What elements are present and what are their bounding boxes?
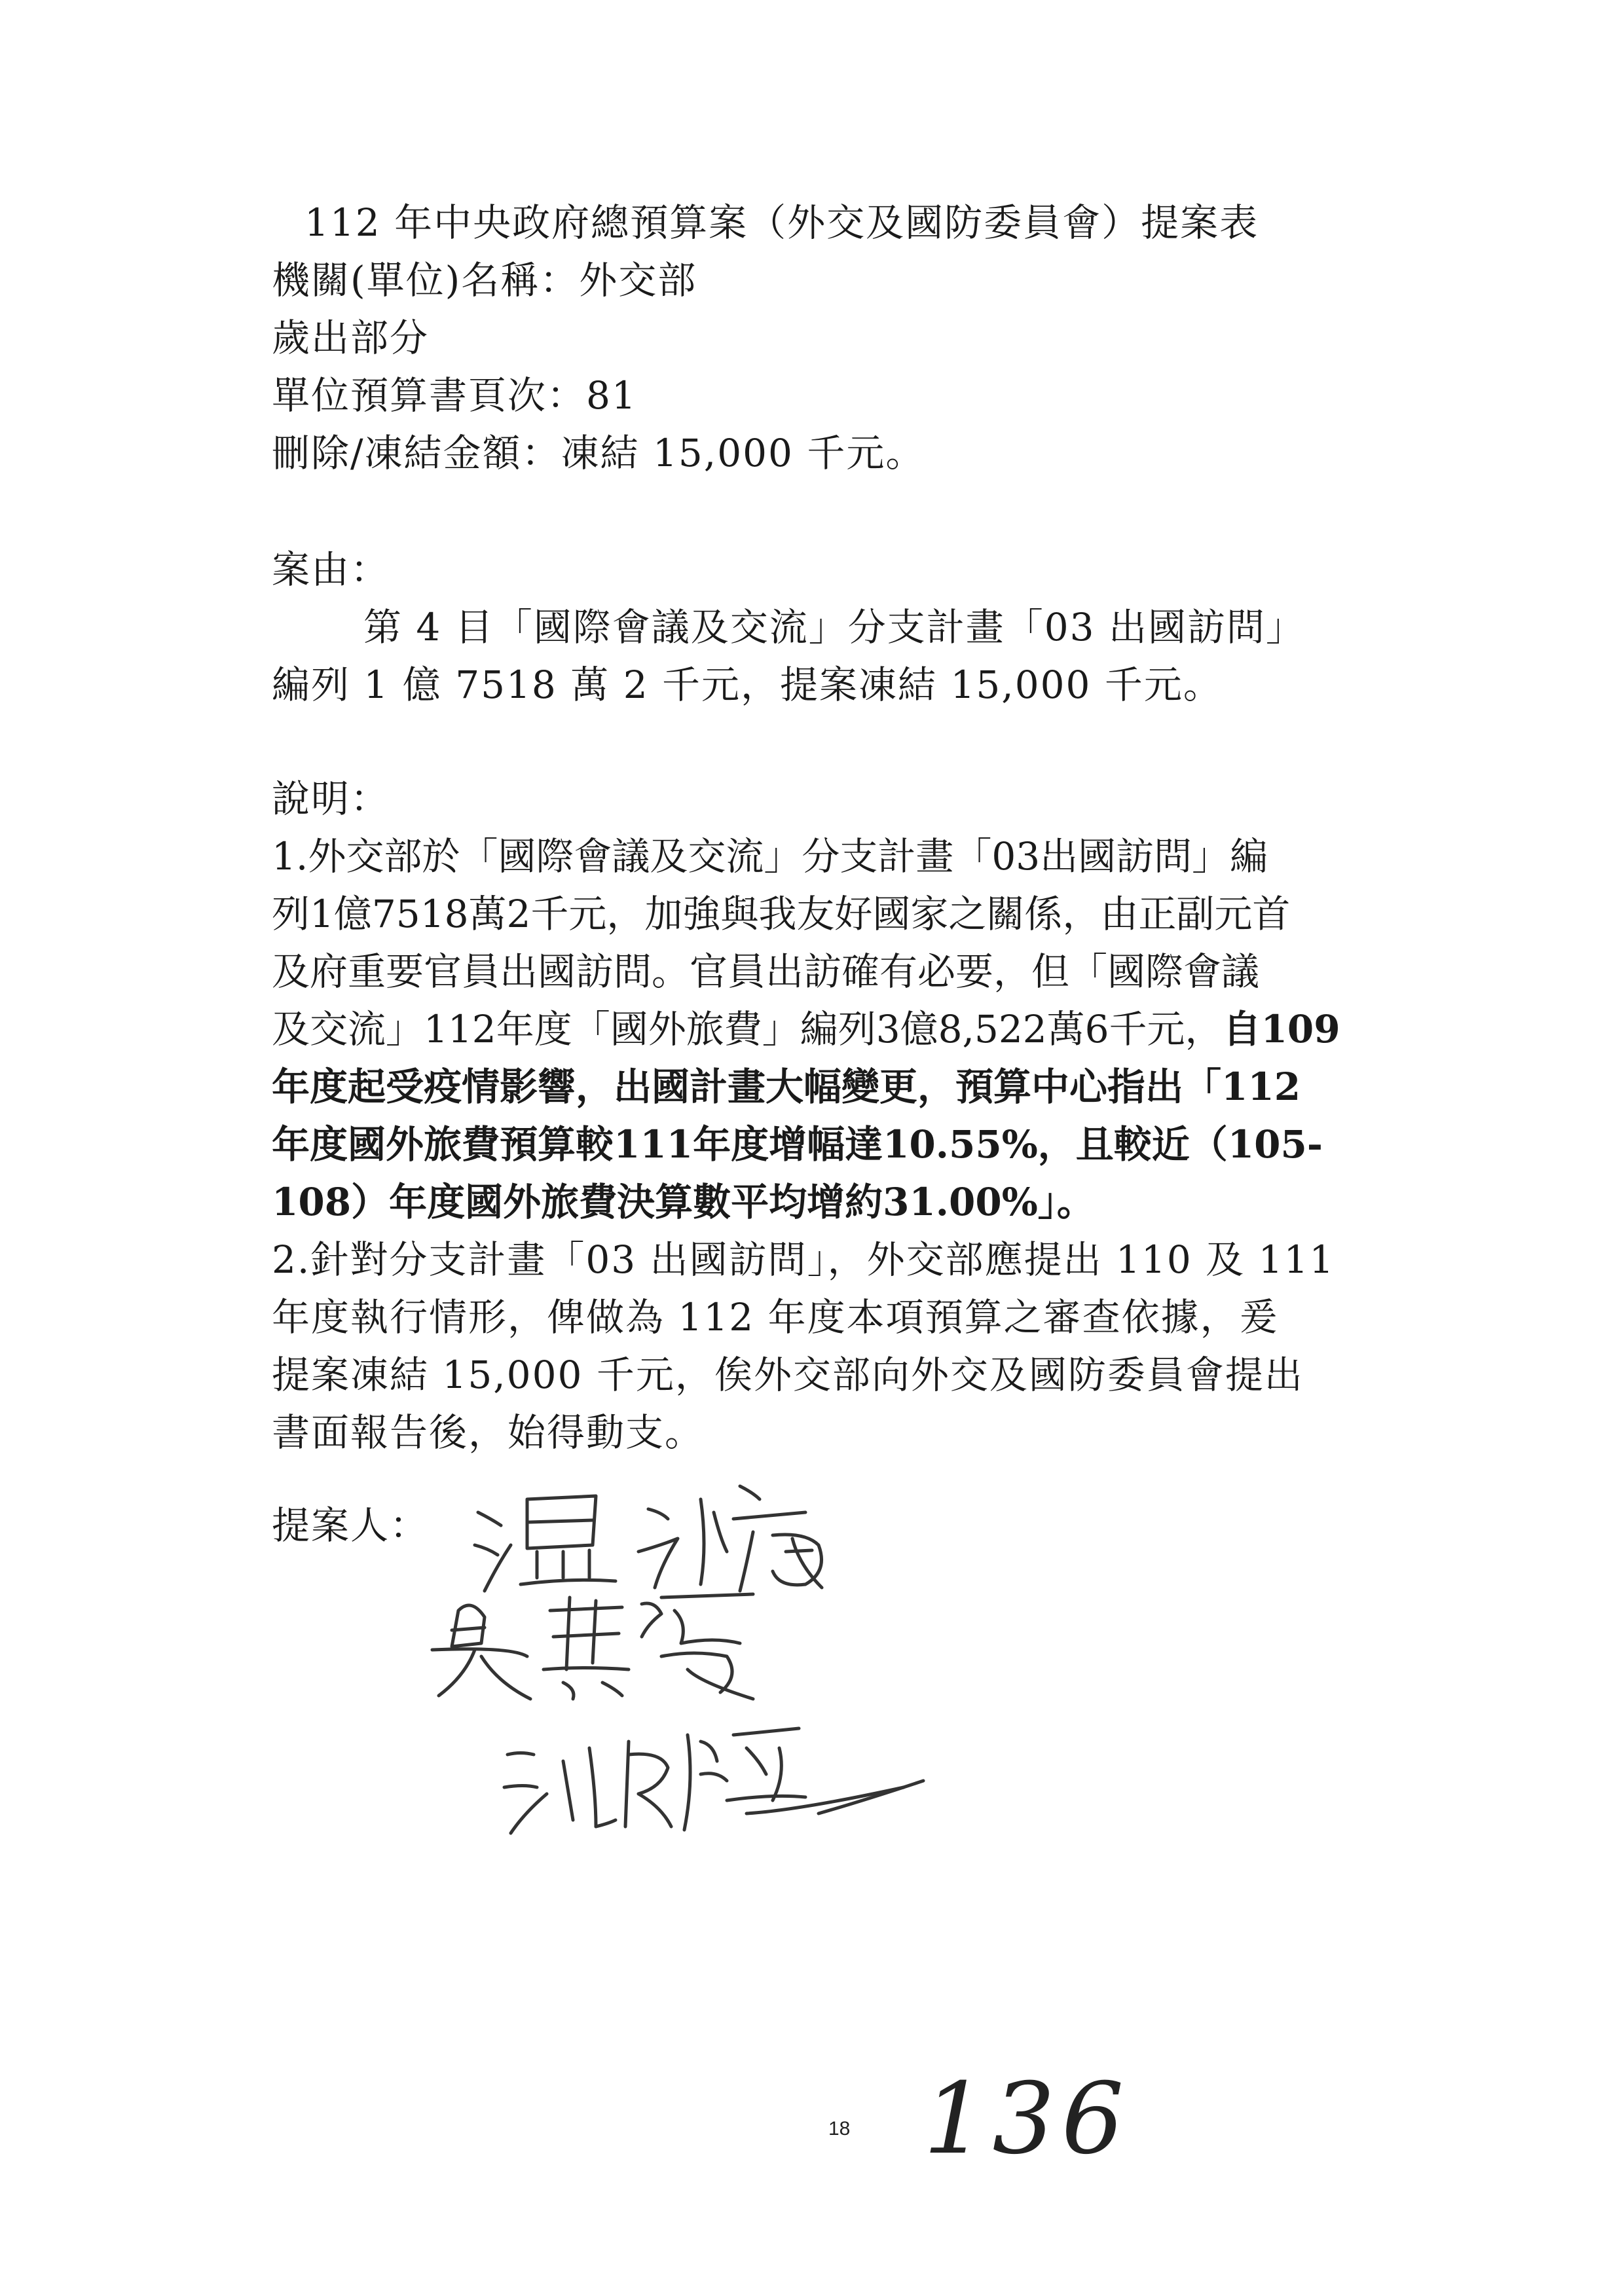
handwritten-page-number: 136 bbox=[923, 2062, 1131, 2176]
explanation-p1-line-7: 108）年度國外旅費決算數平均增約31.00%」。 bbox=[272, 1180, 1095, 1224]
proposer-label: 提案人： bbox=[272, 1503, 430, 1548]
explanation-p1-line-2: 列1億7518萬2千元，加強與我友好國家之關係，由正副元首 bbox=[272, 892, 1291, 936]
signature-2 bbox=[413, 1584, 792, 1709]
page-number: 18 bbox=[828, 2118, 851, 2140]
explanation-label: 說明： bbox=[272, 776, 390, 821]
explanation-p1-line-6: 年度國外旅費預算較111年度增幅達10.55%，且較近（105- bbox=[272, 1122, 1323, 1167]
amount-line: 刪除/凍結金額：凍結 15,000 千元。 bbox=[272, 431, 925, 475]
explanation-p1-line-5: 年度起受疫情影響，出國計畫大幅變更，預算中心指出「112 bbox=[272, 1065, 1301, 1109]
signature-3 bbox=[498, 1715, 956, 1846]
section-label: 歲出部分 bbox=[272, 316, 430, 360]
explanation-p1-line-4-normal: 及交流」112年度「國外旅費」編列3億8,522萬6千元， bbox=[272, 1007, 1223, 1051]
explanation-p2-line-3: 提案凍結 15,000 千元，俟外交部向外交及國防委員會提出 bbox=[272, 1353, 1304, 1397]
reason-label: 案由： bbox=[272, 547, 390, 592]
document-title: 112 年中央政府總預算案（外交及國防委員會）提案表 bbox=[304, 200, 1259, 245]
explanation-p2-line-1: 2.針對分支計畫「03 出國訪問」，外交部應提出 110 及 111 bbox=[272, 1237, 1335, 1282]
explanation-p1-line-1: 1.外交部於「國際會議及交流」分支計畫「03出國訪問」編 bbox=[272, 834, 1268, 879]
explanation-p1-line-4-bold: 自109 bbox=[1223, 1007, 1340, 1051]
explanation-p1-line-3: 及府重要官員出國訪問。官員出訪確有必要，但「國際會議 bbox=[272, 949, 1260, 994]
page-reference: 單位預算書頁次：81 bbox=[272, 373, 637, 418]
explanation-p2-line-4: 書面報告後，始得動支。 bbox=[272, 1410, 705, 1455]
reason-line-1: 第 4 目「國際會議及交流」分支計畫「03 出國訪問」 bbox=[363, 605, 1306, 649]
reason-line-2: 編列 1 億 7518 萬 2 千元，提案凍結 15,000 千元。 bbox=[272, 663, 1223, 707]
explanation-p1-line-4 bbox=[272, 1003, 1340, 1055]
agency-name: 機關(單位)名稱：外交部 bbox=[272, 258, 697, 302]
explanation-p2-line-2: 年度執行情形，俾做為 112 年度本項預算之審查依據，爰 bbox=[272, 1295, 1279, 1339]
